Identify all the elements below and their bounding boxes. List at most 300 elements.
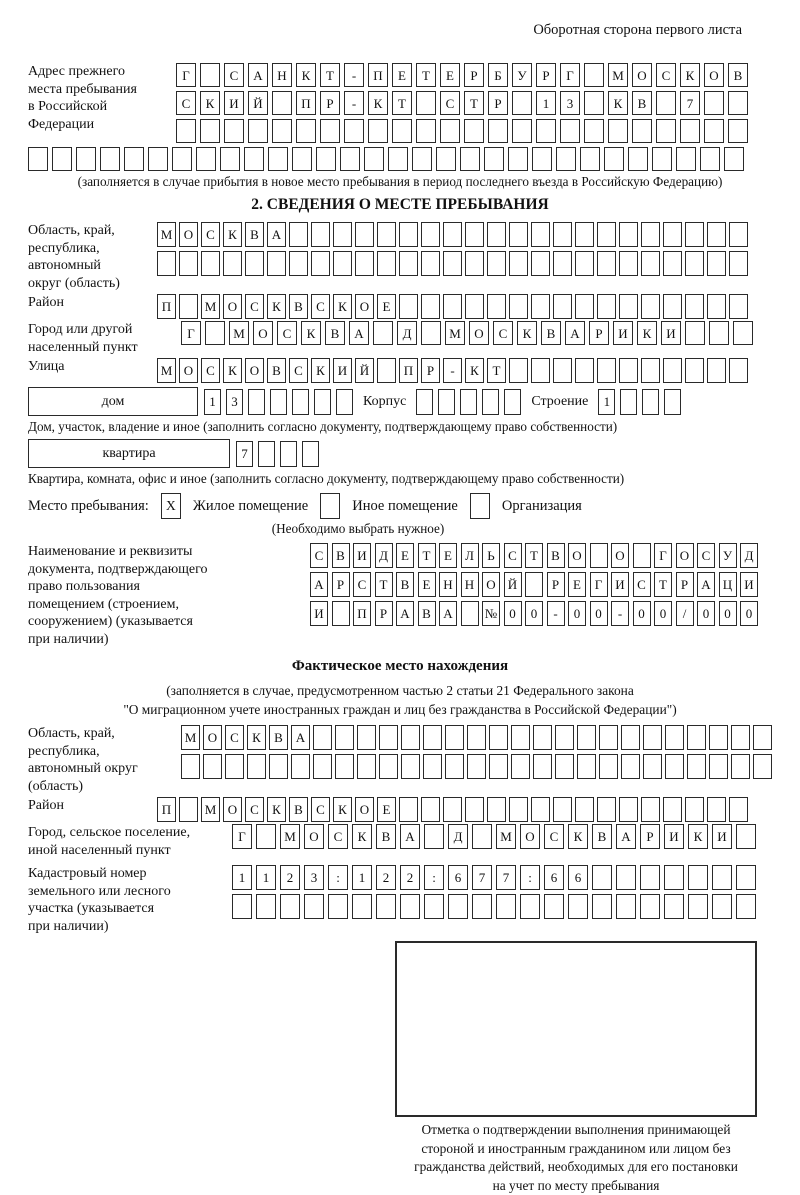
char-box[interactable]: С <box>224 63 244 87</box>
char-box[interactable] <box>412 147 432 171</box>
char-box[interactable]: К <box>267 294 286 319</box>
char-box[interactable]: - <box>443 358 462 383</box>
char-box[interactable]: 2 <box>376 865 396 890</box>
char-box[interactable] <box>332 601 350 626</box>
char-box[interactable]: О <box>223 294 242 319</box>
char-box[interactable]: О <box>469 321 489 345</box>
char-box[interactable] <box>487 797 506 822</box>
char-box[interactable]: А <box>291 725 310 750</box>
char-box[interactable] <box>641 222 660 247</box>
char-box[interactable]: С <box>245 797 264 822</box>
char-box[interactable]: К <box>267 797 286 822</box>
char-box[interactable]: И <box>661 321 681 345</box>
char-box[interactable] <box>520 894 540 919</box>
char-box[interactable] <box>52 147 72 171</box>
char-box[interactable]: 7 <box>236 441 253 467</box>
char-box[interactable]: К <box>311 358 330 383</box>
char-box[interactable] <box>421 251 440 276</box>
char-box[interactable] <box>296 119 316 143</box>
char-box[interactable]: В <box>592 824 612 849</box>
char-box[interactable]: 7 <box>496 865 516 890</box>
char-box[interactable]: О <box>245 358 264 383</box>
char-box[interactable]: А <box>616 824 636 849</box>
char-box[interactable] <box>416 389 433 415</box>
char-box[interactable] <box>245 251 264 276</box>
char-box[interactable] <box>531 251 550 276</box>
char-box[interactable]: Е <box>439 543 457 568</box>
char-box[interactable] <box>436 147 456 171</box>
char-box[interactable] <box>248 119 268 143</box>
char-box[interactable]: С <box>289 358 308 383</box>
char-box[interactable] <box>685 797 704 822</box>
char-box[interactable] <box>220 147 240 171</box>
char-box[interactable]: 0 <box>525 601 543 626</box>
char-box[interactable] <box>336 389 353 415</box>
char-box[interactable] <box>704 91 724 115</box>
char-box[interactable] <box>665 754 684 779</box>
char-box[interactable]: Н <box>272 63 292 87</box>
char-box[interactable] <box>733 321 753 345</box>
char-box[interactable] <box>448 894 468 919</box>
char-box[interactable]: В <box>541 321 561 345</box>
char-box[interactable] <box>621 725 640 750</box>
char-box[interactable] <box>509 358 528 383</box>
char-box[interactable] <box>320 119 340 143</box>
char-box[interactable] <box>179 251 198 276</box>
char-box[interactable] <box>664 389 681 415</box>
char-box[interactable]: Е <box>568 572 586 597</box>
char-box[interactable] <box>316 147 336 171</box>
char-box[interactable] <box>553 294 572 319</box>
char-box[interactable] <box>584 63 604 87</box>
char-box[interactable] <box>368 119 388 143</box>
char-box[interactable] <box>687 725 706 750</box>
char-box[interactable] <box>464 119 484 143</box>
char-box[interactable] <box>272 119 292 143</box>
char-box[interactable] <box>148 147 168 171</box>
char-box[interactable]: О <box>355 294 374 319</box>
char-box[interactable]: М <box>201 797 220 822</box>
char-box[interactable]: В <box>728 63 748 87</box>
char-box[interactable] <box>707 251 726 276</box>
char-box[interactable] <box>663 358 682 383</box>
char-box[interactable] <box>302 441 319 467</box>
char-box[interactable] <box>289 222 308 247</box>
char-box[interactable]: К <box>368 91 388 115</box>
char-box[interactable] <box>619 294 638 319</box>
char-box[interactable]: - <box>344 63 364 87</box>
char-box[interactable] <box>76 147 96 171</box>
char-box[interactable] <box>553 797 572 822</box>
char-box[interactable]: О <box>676 543 694 568</box>
char-box[interactable] <box>700 147 720 171</box>
char-box[interactable] <box>179 797 198 822</box>
char-box[interactable] <box>509 222 528 247</box>
char-box[interactable]: С <box>504 543 522 568</box>
char-box[interactable] <box>641 797 660 822</box>
char-box[interactable] <box>256 824 276 849</box>
char-box[interactable]: С <box>310 543 328 568</box>
char-box[interactable] <box>423 754 442 779</box>
char-box[interactable] <box>533 725 552 750</box>
char-box[interactable]: К <box>247 725 266 750</box>
char-box[interactable] <box>232 894 252 919</box>
char-box[interactable]: К <box>301 321 321 345</box>
char-box[interactable] <box>421 294 440 319</box>
char-box[interactable] <box>688 894 708 919</box>
char-box[interactable] <box>460 147 480 171</box>
char-box[interactable] <box>401 754 420 779</box>
char-box[interactable] <box>729 797 748 822</box>
char-box[interactable]: А <box>267 222 286 247</box>
char-box[interactable]: 1 <box>598 389 615 415</box>
char-box[interactable] <box>421 222 440 247</box>
char-box[interactable]: : <box>328 865 348 890</box>
char-box[interactable] <box>577 754 596 779</box>
char-box[interactable]: - <box>547 601 565 626</box>
char-box[interactable] <box>200 119 220 143</box>
char-box[interactable] <box>399 797 418 822</box>
char-box[interactable] <box>704 119 724 143</box>
char-box[interactable] <box>333 222 352 247</box>
char-box[interactable]: О <box>568 543 586 568</box>
char-box[interactable] <box>729 294 748 319</box>
char-box[interactable]: В <box>632 91 652 115</box>
char-box[interactable]: Г <box>654 543 672 568</box>
char-box[interactable] <box>335 725 354 750</box>
char-box[interactable]: : <box>424 865 444 890</box>
char-box[interactable] <box>179 294 198 319</box>
char-box[interactable] <box>555 725 574 750</box>
char-box[interactable] <box>355 222 374 247</box>
char-box[interactable]: 6 <box>544 865 564 890</box>
char-box[interactable] <box>599 754 618 779</box>
char-box[interactable]: 0 <box>740 601 758 626</box>
char-box[interactable]: П <box>296 91 316 115</box>
char-box[interactable]: В <box>269 725 288 750</box>
char-box[interactable] <box>461 601 479 626</box>
char-box[interactable]: Д <box>397 321 417 345</box>
char-box[interactable] <box>377 222 396 247</box>
char-box[interactable]: К <box>688 824 708 849</box>
char-box[interactable]: Р <box>640 824 660 849</box>
char-box[interactable] <box>472 824 492 849</box>
char-box[interactable] <box>532 147 552 171</box>
char-box[interactable] <box>531 222 550 247</box>
char-box[interactable]: О <box>611 543 629 568</box>
char-box[interactable]: П <box>399 358 418 383</box>
char-box[interactable]: Н <box>439 572 457 597</box>
char-box[interactable] <box>438 389 455 415</box>
char-box[interactable] <box>124 147 144 171</box>
char-box[interactable]: М <box>181 725 200 750</box>
char-box[interactable]: В <box>396 572 414 597</box>
char-box[interactable]: С <box>225 725 244 750</box>
char-box[interactable] <box>484 147 504 171</box>
char-box[interactable]: К <box>568 824 588 849</box>
char-box[interactable]: О <box>704 63 724 87</box>
char-box[interactable] <box>628 147 648 171</box>
char-box[interactable] <box>487 294 506 319</box>
char-box[interactable] <box>729 251 748 276</box>
char-box[interactable] <box>311 251 330 276</box>
char-box[interactable]: К <box>517 321 537 345</box>
char-box[interactable]: - <box>611 601 629 626</box>
char-box[interactable] <box>580 147 600 171</box>
char-box[interactable]: Е <box>392 63 412 87</box>
char-box[interactable]: П <box>368 63 388 87</box>
checkbox-other-premises[interactable] <box>320 493 340 519</box>
char-box[interactable] <box>313 725 332 750</box>
char-box[interactable]: Г <box>590 572 608 597</box>
char-box[interactable] <box>328 894 348 919</box>
char-box[interactable] <box>379 725 398 750</box>
char-box[interactable]: С <box>201 358 220 383</box>
char-box[interactable] <box>619 222 638 247</box>
char-box[interactable] <box>509 294 528 319</box>
char-box[interactable] <box>377 251 396 276</box>
char-box[interactable]: С <box>697 543 715 568</box>
char-box[interactable] <box>399 222 418 247</box>
char-box[interactable] <box>225 754 244 779</box>
char-box[interactable] <box>364 147 384 171</box>
char-box[interactable]: И <box>310 601 328 626</box>
char-box[interactable] <box>633 543 651 568</box>
char-box[interactable] <box>313 754 332 779</box>
char-box[interactable]: О <box>179 222 198 247</box>
char-box[interactable] <box>656 91 676 115</box>
char-box[interactable] <box>685 294 704 319</box>
char-box[interactable]: М <box>445 321 465 345</box>
char-box[interactable] <box>280 894 300 919</box>
char-box[interactable] <box>685 222 704 247</box>
char-box[interactable] <box>707 797 726 822</box>
char-box[interactable]: Ц <box>719 572 737 597</box>
char-box[interactable]: А <box>439 601 457 626</box>
char-box[interactable]: Д <box>740 543 758 568</box>
char-box[interactable] <box>728 119 748 143</box>
char-box[interactable] <box>728 91 748 115</box>
char-box[interactable] <box>599 725 618 750</box>
char-box[interactable]: 0 <box>719 601 737 626</box>
char-box[interactable]: - <box>344 91 364 115</box>
char-box[interactable]: Т <box>525 543 543 568</box>
char-box[interactable] <box>467 725 486 750</box>
char-box[interactable] <box>620 389 637 415</box>
char-box[interactable]: Т <box>654 572 672 597</box>
char-box[interactable]: / <box>676 601 694 626</box>
char-box[interactable] <box>304 894 324 919</box>
char-box[interactable]: С <box>493 321 513 345</box>
char-box[interactable] <box>423 725 442 750</box>
char-box[interactable]: 2 <box>280 865 300 890</box>
char-box[interactable]: 2 <box>400 865 420 890</box>
char-box[interactable]: 0 <box>568 601 586 626</box>
char-box[interactable]: 6 <box>448 865 468 890</box>
char-box[interactable] <box>597 251 616 276</box>
char-box[interactable]: Т <box>418 543 436 568</box>
char-box[interactable] <box>640 865 660 890</box>
char-box[interactable]: М <box>496 824 516 849</box>
checkbox-residential[interactable]: X <box>161 493 181 519</box>
char-box[interactable]: С <box>311 797 330 822</box>
char-box[interactable]: И <box>333 358 352 383</box>
char-box[interactable] <box>270 389 287 415</box>
char-box[interactable]: Р <box>375 601 393 626</box>
char-box[interactable]: Е <box>377 797 396 822</box>
char-box[interactable] <box>487 251 506 276</box>
char-box[interactable] <box>533 754 552 779</box>
char-box[interactable] <box>357 725 376 750</box>
char-box[interactable] <box>465 294 484 319</box>
char-box[interactable] <box>509 251 528 276</box>
char-box[interactable] <box>443 797 462 822</box>
char-box[interactable] <box>753 754 772 779</box>
char-box[interactable] <box>340 147 360 171</box>
char-box[interactable]: № <box>482 601 500 626</box>
char-box[interactable] <box>200 63 220 87</box>
char-box[interactable]: И <box>664 824 684 849</box>
char-box[interactable] <box>181 754 200 779</box>
char-box[interactable] <box>597 797 616 822</box>
char-box[interactable] <box>357 754 376 779</box>
char-box[interactable] <box>344 119 364 143</box>
char-box[interactable]: 3 <box>560 91 580 115</box>
char-box[interactable] <box>504 389 521 415</box>
char-box[interactable]: Т <box>375 572 393 597</box>
char-box[interactable] <box>258 441 275 467</box>
char-box[interactable]: 1 <box>352 865 372 890</box>
char-box[interactable]: К <box>465 358 484 383</box>
char-box[interactable]: И <box>224 91 244 115</box>
char-box[interactable] <box>196 147 216 171</box>
char-box[interactable]: Р <box>488 91 508 115</box>
char-box[interactable] <box>292 147 312 171</box>
char-box[interactable]: С <box>544 824 564 849</box>
char-box[interactable] <box>440 119 460 143</box>
char-box[interactable] <box>424 824 444 849</box>
char-box[interactable] <box>577 725 596 750</box>
char-box[interactable]: Г <box>560 63 580 87</box>
char-box[interactable]: В <box>376 824 396 849</box>
char-box[interactable] <box>643 754 662 779</box>
char-box[interactable]: Т <box>487 358 506 383</box>
char-box[interactable]: А <box>565 321 585 345</box>
char-box[interactable] <box>373 321 393 345</box>
char-box[interactable] <box>289 251 308 276</box>
char-box[interactable] <box>248 389 265 415</box>
char-box[interactable]: О <box>253 321 273 345</box>
char-box[interactable]: С <box>633 572 651 597</box>
char-box[interactable]: О <box>520 824 540 849</box>
char-box[interactable] <box>508 147 528 171</box>
char-box[interactable]: Н <box>461 572 479 597</box>
char-box[interactable] <box>445 754 464 779</box>
char-box[interactable] <box>616 894 636 919</box>
checkbox-organization[interactable] <box>470 493 490 519</box>
char-box[interactable] <box>575 222 594 247</box>
char-box[interactable] <box>512 91 532 115</box>
char-box[interactable] <box>568 894 588 919</box>
char-box[interactable] <box>664 894 684 919</box>
char-box[interactable] <box>555 754 574 779</box>
char-box[interactable] <box>663 251 682 276</box>
char-box[interactable] <box>355 251 374 276</box>
char-box[interactable] <box>656 119 676 143</box>
char-box[interactable] <box>291 754 310 779</box>
char-box[interactable] <box>584 91 604 115</box>
char-box[interactable]: 1 <box>256 865 276 890</box>
char-box[interactable]: В <box>289 797 308 822</box>
char-box[interactable] <box>729 358 748 383</box>
char-box[interactable]: 1 <box>536 91 556 115</box>
char-box[interactable]: О <box>223 797 242 822</box>
char-box[interactable]: М <box>157 222 176 247</box>
char-box[interactable] <box>544 894 564 919</box>
char-box[interactable] <box>445 725 464 750</box>
char-box[interactable]: О <box>632 63 652 87</box>
char-box[interactable] <box>736 865 756 890</box>
char-box[interactable]: С <box>353 572 371 597</box>
char-box[interactable] <box>536 119 556 143</box>
char-box[interactable]: С <box>328 824 348 849</box>
char-box[interactable]: С <box>311 294 330 319</box>
char-box[interactable] <box>736 894 756 919</box>
char-box[interactable]: Б <box>488 63 508 87</box>
char-box[interactable] <box>512 119 532 143</box>
char-box[interactable]: О <box>203 725 222 750</box>
char-box[interactable] <box>100 147 120 171</box>
char-box[interactable] <box>172 147 192 171</box>
char-box[interactable] <box>556 147 576 171</box>
char-box[interactable]: 1 <box>204 389 221 415</box>
char-box[interactable] <box>753 725 772 750</box>
char-box[interactable]: М <box>157 358 176 383</box>
char-box[interactable] <box>575 294 594 319</box>
char-box[interactable] <box>247 754 266 779</box>
char-box[interactable]: Й <box>355 358 374 383</box>
char-box[interactable]: Р <box>332 572 350 597</box>
char-box[interactable] <box>223 251 242 276</box>
char-box[interactable]: Л <box>461 543 479 568</box>
char-box[interactable] <box>352 894 372 919</box>
char-box[interactable] <box>443 251 462 276</box>
char-box[interactable]: С <box>201 222 220 247</box>
char-box[interactable]: П <box>157 797 176 822</box>
char-box[interactable] <box>401 725 420 750</box>
char-box[interactable]: Р <box>676 572 694 597</box>
char-box[interactable] <box>489 725 508 750</box>
char-box[interactable] <box>676 147 696 171</box>
char-box[interactable] <box>416 119 436 143</box>
char-box[interactable]: У <box>512 63 532 87</box>
char-box[interactable] <box>465 797 484 822</box>
char-box[interactable] <box>157 251 176 276</box>
char-box[interactable]: В <box>267 358 286 383</box>
char-box[interactable] <box>707 358 726 383</box>
char-box[interactable]: Р <box>536 63 556 87</box>
char-box[interactable]: В <box>245 222 264 247</box>
char-box[interactable]: И <box>740 572 758 597</box>
char-box[interactable] <box>663 222 682 247</box>
char-box[interactable] <box>377 358 396 383</box>
char-box[interactable] <box>709 321 729 345</box>
char-box[interactable]: О <box>304 824 324 849</box>
char-box[interactable]: Г <box>232 824 252 849</box>
char-box[interactable] <box>280 441 297 467</box>
char-box[interactable] <box>687 754 706 779</box>
char-box[interactable] <box>707 294 726 319</box>
